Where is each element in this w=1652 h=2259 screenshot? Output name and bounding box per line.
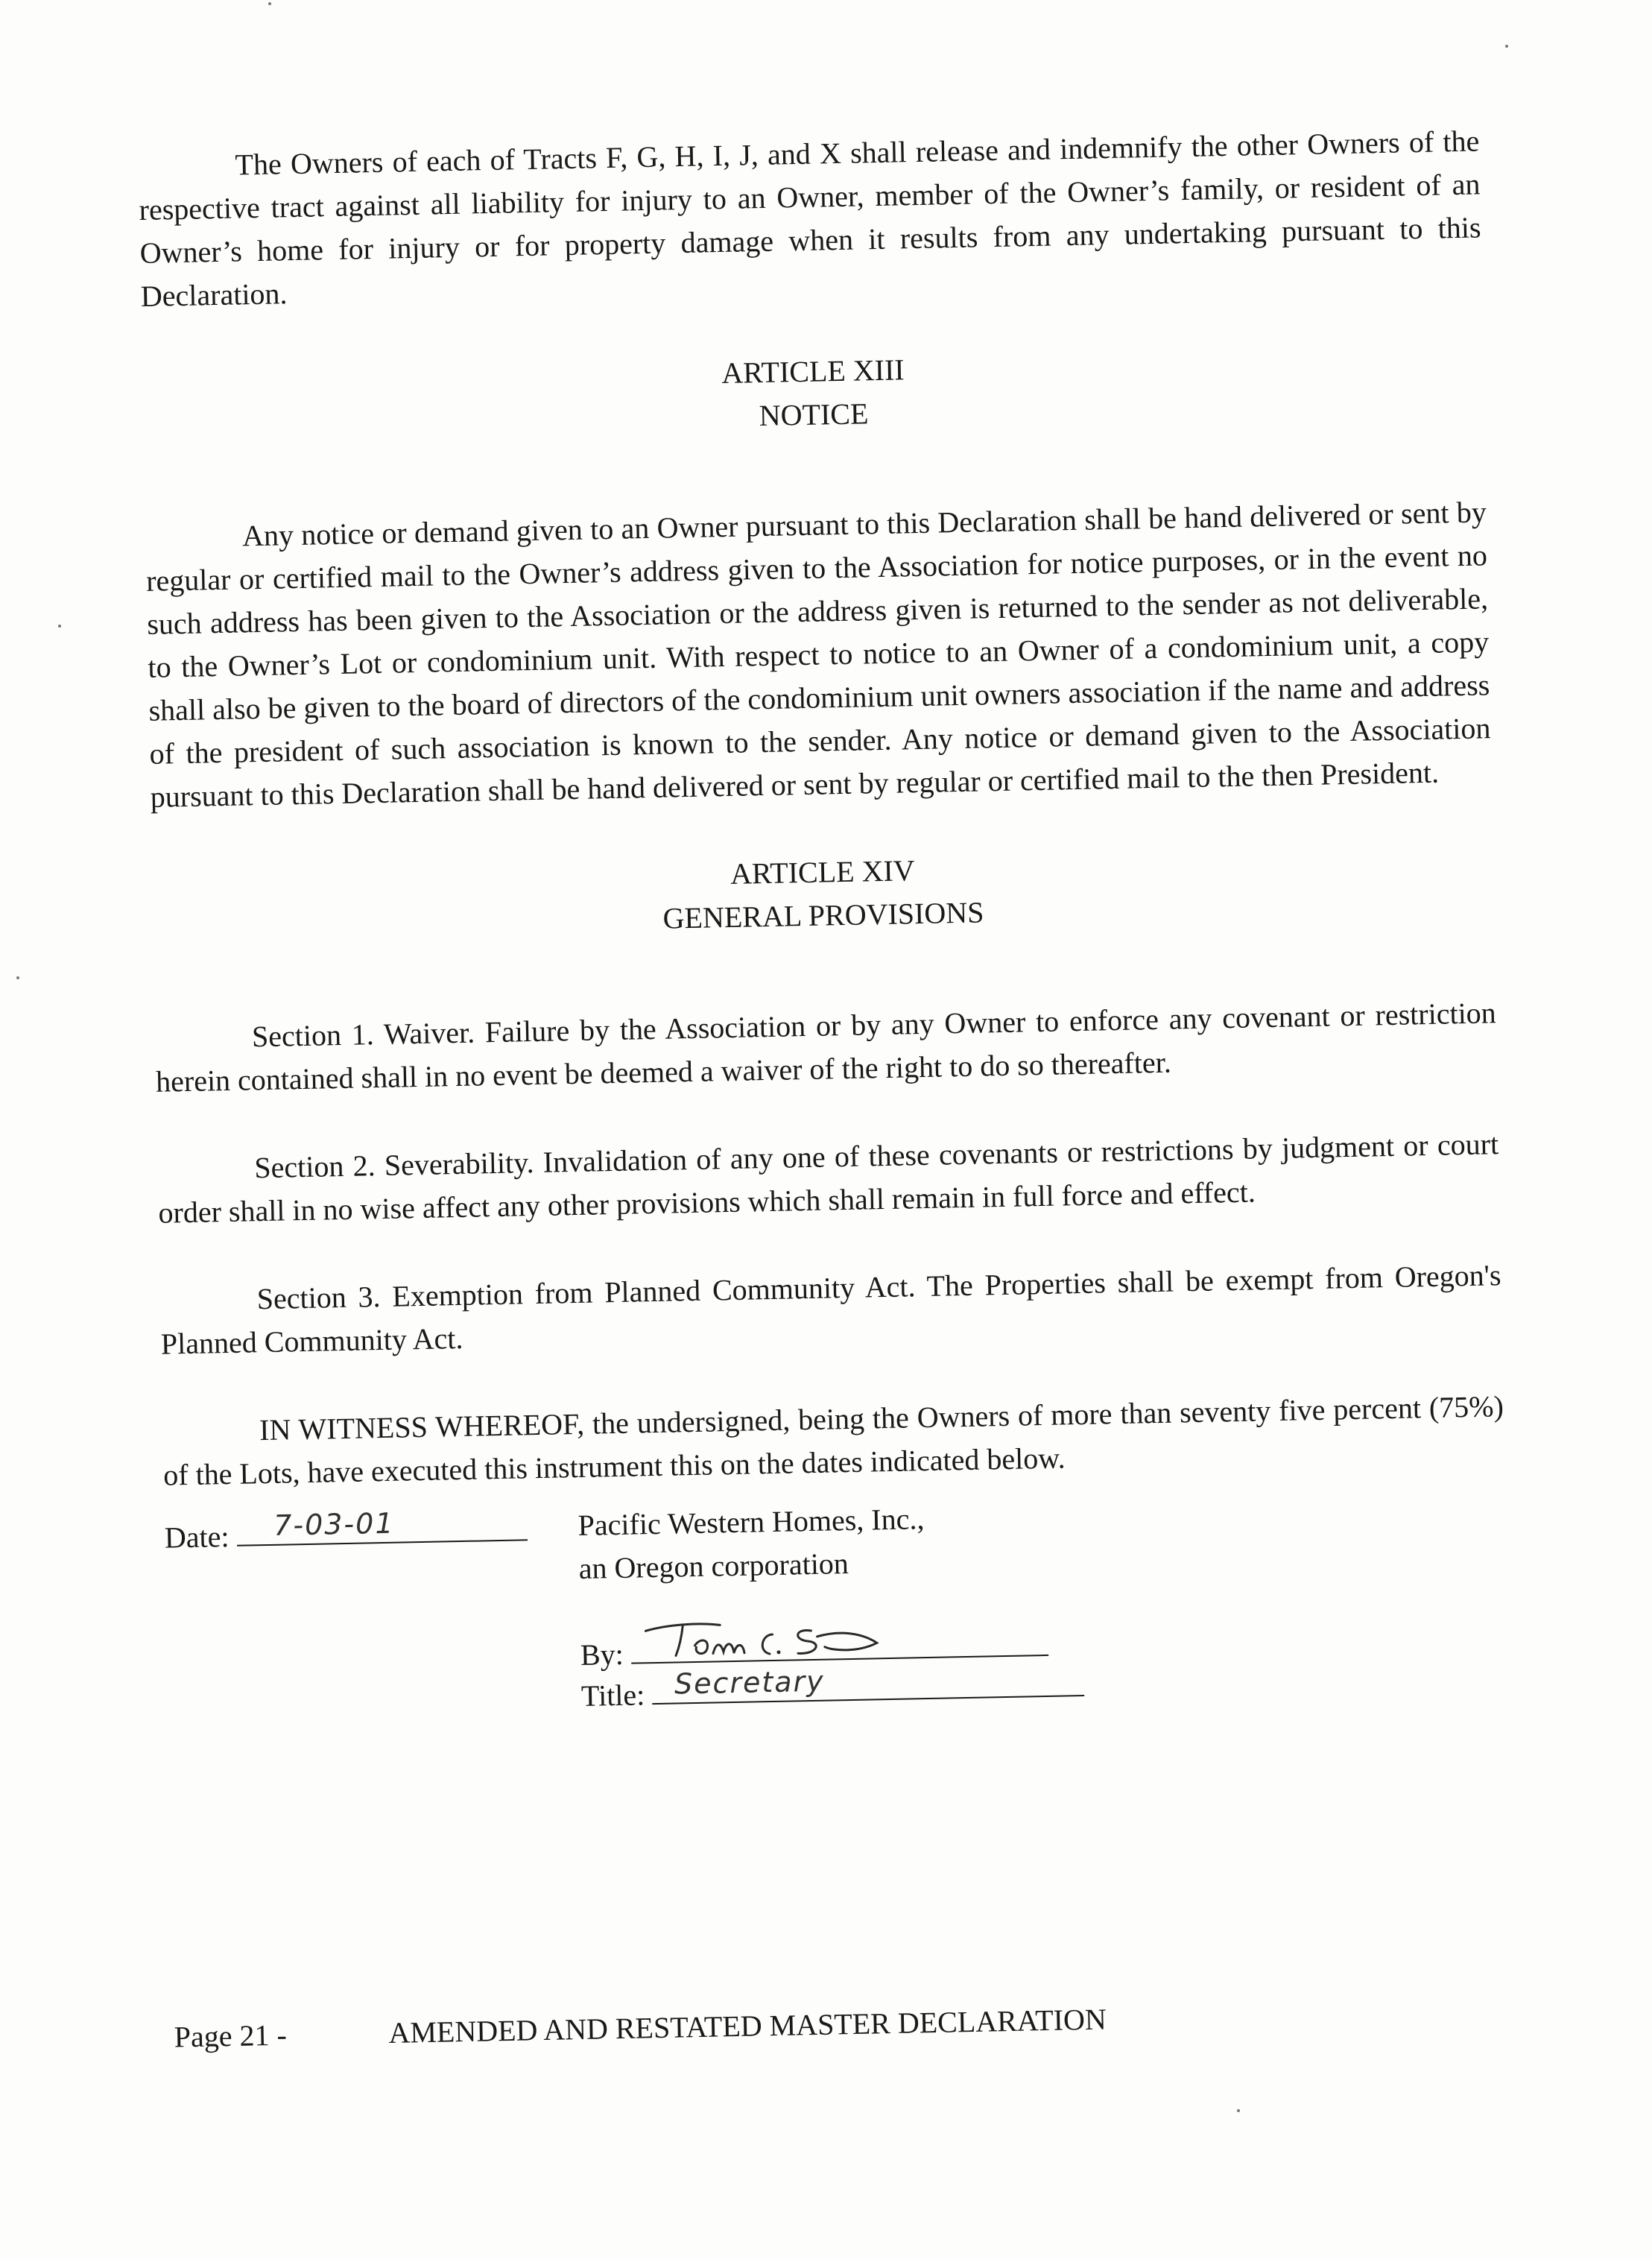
date-line bbox=[164, 1505, 528, 1559]
article-xiv-title: GENERAL PROVISIONS bbox=[662, 895, 984, 935]
signature-block bbox=[164, 1471, 1510, 1765]
company-type: an Oregon corporation bbox=[578, 1546, 849, 1585]
scan-speck bbox=[1505, 45, 1508, 48]
article-xiii-title: NOTICE bbox=[759, 396, 869, 433]
date-field bbox=[236, 1505, 528, 1546]
section-2-severability: Section 2. Severability. Invalidation of any one of these covenants or restrictions by judgment or court order shall in no wise affect any other provisions which shall remain in full force and effect. bbox=[158, 1127, 1499, 1230]
title-label: Title: bbox=[580, 1678, 645, 1713]
date-label: Date: bbox=[164, 1519, 230, 1555]
scan-speck bbox=[58, 625, 61, 628]
footer-document-title: AMENDED AND RESTATED MASTER DECLARATION bbox=[388, 2002, 1107, 2050]
date-handwritten: 7-03-01 bbox=[273, 1506, 395, 1542]
page-number: Page 21 - bbox=[174, 2018, 288, 2054]
article-xiii-number: ARTICLE XIII bbox=[721, 353, 905, 391]
section-1-waiver: Section 1. Waiver. Failure by the Association or by any Owner to enforce any covenant or restriction herein contained shall in no event be deemed a waiver of the right to do so thereafter. bbox=[155, 996, 1497, 1099]
scan-speck bbox=[16, 976, 19, 979]
article-xiv-number: ARTICLE XIV bbox=[730, 853, 916, 891]
signature-field bbox=[630, 1622, 1048, 1664]
page-footer bbox=[174, 1998, 1107, 2059]
notice-paragraph: Any notice or demand given to an Owner pursuant to this Declaration shall be hand delivered or sent by regular or certified mail to the Owner’s address given to the Association for notice purposes, or in the event no such address has been given to the Association or the address given is returned to the sender as not deliverable, to the Owner’s Lot or condominium unit. With respect to notice to an Owner of a condominium unit, a copy shall also be given to the board of directors of the condominium unit owners association if the name and address of the president of such association is known to the sender. Any notice or demand given to the Association pursuant to this Declaration shall be hand delivered or sent by regular or certified mail to the then President. bbox=[145, 495, 1491, 814]
witness-paragraph: IN WITNESS WHEREOF, the undersigned, being the Owners of more than seventy five percent (75%) of the Lots, have executed this instrument this on the dates indicated below. bbox=[162, 1389, 1504, 1492]
handwritten-signature bbox=[638, 1613, 892, 1663]
by-label: By: bbox=[580, 1637, 624, 1672]
title-field bbox=[652, 1662, 1085, 1704]
company-block bbox=[577, 1497, 925, 1590]
title-line bbox=[580, 1662, 1084, 1718]
company-name: Pacific Western Homes, Inc., bbox=[577, 1502, 925, 1542]
title-handwritten: Secretary bbox=[674, 1664, 826, 1701]
section-3-exemption: Section 3. Exemption from Planned Community Act. The Properties shall be exempt from Oregon's Planned Community Act. bbox=[160, 1258, 1501, 1361]
scan-speck bbox=[1237, 2109, 1240, 2112]
tracts-indemnity-paragraph: The Owners of each of Tracts F, G, H, I, J, and X shall release and indemnify the other Owners of the respective tract against all liability for injury to an Owner, member of the Owner’s family, or resident of an Owner’s home for injury or for property damage when it results from any undertaking pursuant to this Declaration. bbox=[139, 124, 1481, 313]
scan-speck bbox=[268, 2, 271, 5]
document-body bbox=[138, 119, 1510, 2054]
